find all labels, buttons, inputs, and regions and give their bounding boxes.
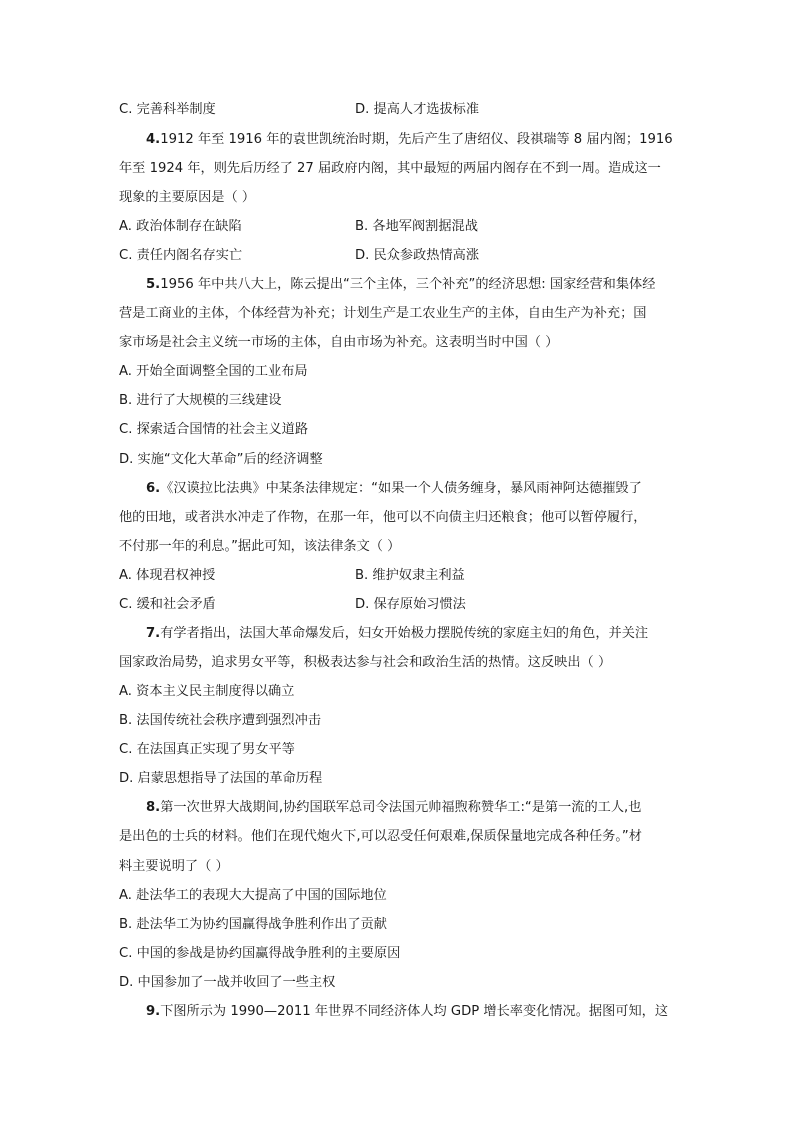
q4-options-row-ab [119,217,679,237]
q4-option-b[interactable]: B. 各地军阀割据混战 [355,219,478,234]
q6-number: 6. [146,481,161,496]
q8-option-c[interactable]: C. 中国的参战是协约国赢得战争胜利的主要原因 [119,946,401,961]
q8-stem-line-3: 料主要说明了（ ） [119,859,229,874]
q4-stem-line-1: 4.1912 年至 1916 年的袁世凯统治时期，先后产生了唐绍仪、段祺瑞等 8 届内阁；1916 [146,132,673,147]
q5-option-b[interactable]: B. 进行了大规模的三线建设 [119,393,282,408]
q4-option-d[interactable]: D. 民众参政热情高涨 [355,248,480,263]
q7-number: 7. [146,626,161,641]
q4-stem-line-2: 年至 1924 年，则先后历经了 27 届政府内阁，其中最短的两届内阁存在不到一周。造成这一 [119,161,661,176]
q7-option-c[interactable]: C. 在法国真正实现了男女平等 [119,742,295,757]
q8-option-b[interactable]: B. 赴法华工为协约国赢得战争胜利作出了贡献 [119,917,387,932]
q7-option-d[interactable]: D. 启蒙思想指导了法国的革命历程 [119,771,323,786]
q7-stem-line-1: 7.有学者指出，法国大革命爆发后，妇女开始极力摆脱传统的家庭主妇的角色，并关注 [146,626,649,641]
q4-number: 4. [146,132,161,147]
q5-stem-line-1: 5.1956 年中共八大上，陈云提出“三个主体，三个补充”的经济思想: 国家经营和集体经 [146,277,656,292]
q6-option-b[interactable]: B. 维护奴隶主利益 [355,568,465,583]
q5-number: 5. [146,277,161,292]
q6-option-d[interactable]: D. 保存原始习惯法 [355,597,466,612]
q7-option-b[interactable]: B. 法国传统社会秩序遭到强烈冲击 [119,713,322,728]
q6-stem-line-2: 他的田地，或者洪水冲走了作物，在那一年，他可以不向债主归还粮食；他可以暂停履行， [119,510,647,525]
q9-stem-line-1: 9.下图所示为 1990—2011 年世界不同经济体人均 GDP 增长率变化情况。据图可知，这 [146,1004,669,1019]
q8-stem-line-1: 8.第一次世界大战期间,协约国联军总司令法国元帅福煦称赞华工:“是第一流的工人,也 [146,800,642,815]
q4-option-c[interactable]: C. 责任内阁名存实亡 [119,248,243,263]
q4-option-a[interactable]: A. 政治体制存在缺陷 [119,219,242,234]
q8-stem-line-2: 是出色的士兵的材料。他们在现代炮火下,可以忍受任何艰难,保质保量地完成各种任务。”材 [119,829,642,844]
q5-option-a[interactable]: A. 开始全面调整全国的工业布局 [119,364,308,379]
q7-stem-line-2: 国家政治局势，追求男女平等，积极表达参与社会和政治生活的热情。这反映出（ ） [119,655,612,670]
q3-option-d[interactable]: D. 提高人才选拔标准 [355,102,480,117]
q6-option-c[interactable]: C. 缓和社会矛盾 [119,597,216,612]
q8-option-a[interactable]: A. 赴法华工的表现大大提高了中国的国际地位 [119,888,387,903]
q8-number: 8. [146,800,161,815]
q4-options-row-cd [119,246,679,266]
q5-stem-line-2: 营是工商业的主体，个体经营为补充；计划生产是工农业生产的主体，自由生产为补充；国 [119,306,647,321]
q6-options-row-ab [119,566,679,586]
q5-option-d[interactable]: D. 实施“文化大革命”后的经济调整 [119,452,323,467]
q3-option-c[interactable]: C. 完善科举制度 [119,102,216,117]
q3-options-row-cd [119,100,679,120]
q8-option-d[interactable]: D. 中国参加了一战并收回了一些主权 [119,975,336,990]
q5-option-c[interactable]: C. 探索适合国情的社会主义道路 [119,422,309,437]
q7-option-a[interactable]: A. 资本主义民主制度得以确立 [119,684,295,699]
q5-stem-line-3: 家市场是社会主义统一市场的主体，自由市场为补充。这表明当时中国（ ） [119,335,559,350]
q6-stem-line-3: 不付那一年的利息。”据此可知，该法律条文（ ） [119,539,401,554]
q6-stem-line-1: 6.《汉谟拉比法典》中某条法律规定：“如果一个人债务缠身，暴风雨神阿达德摧毁了 [146,481,642,496]
q6-options-row-cd [119,595,679,615]
q6-option-a[interactable]: A. 体现君权神授 [119,568,216,583]
q9-number: 9. [146,1004,161,1019]
q4-stem-line-3: 现象的主要原因是（ ） [119,190,256,205]
